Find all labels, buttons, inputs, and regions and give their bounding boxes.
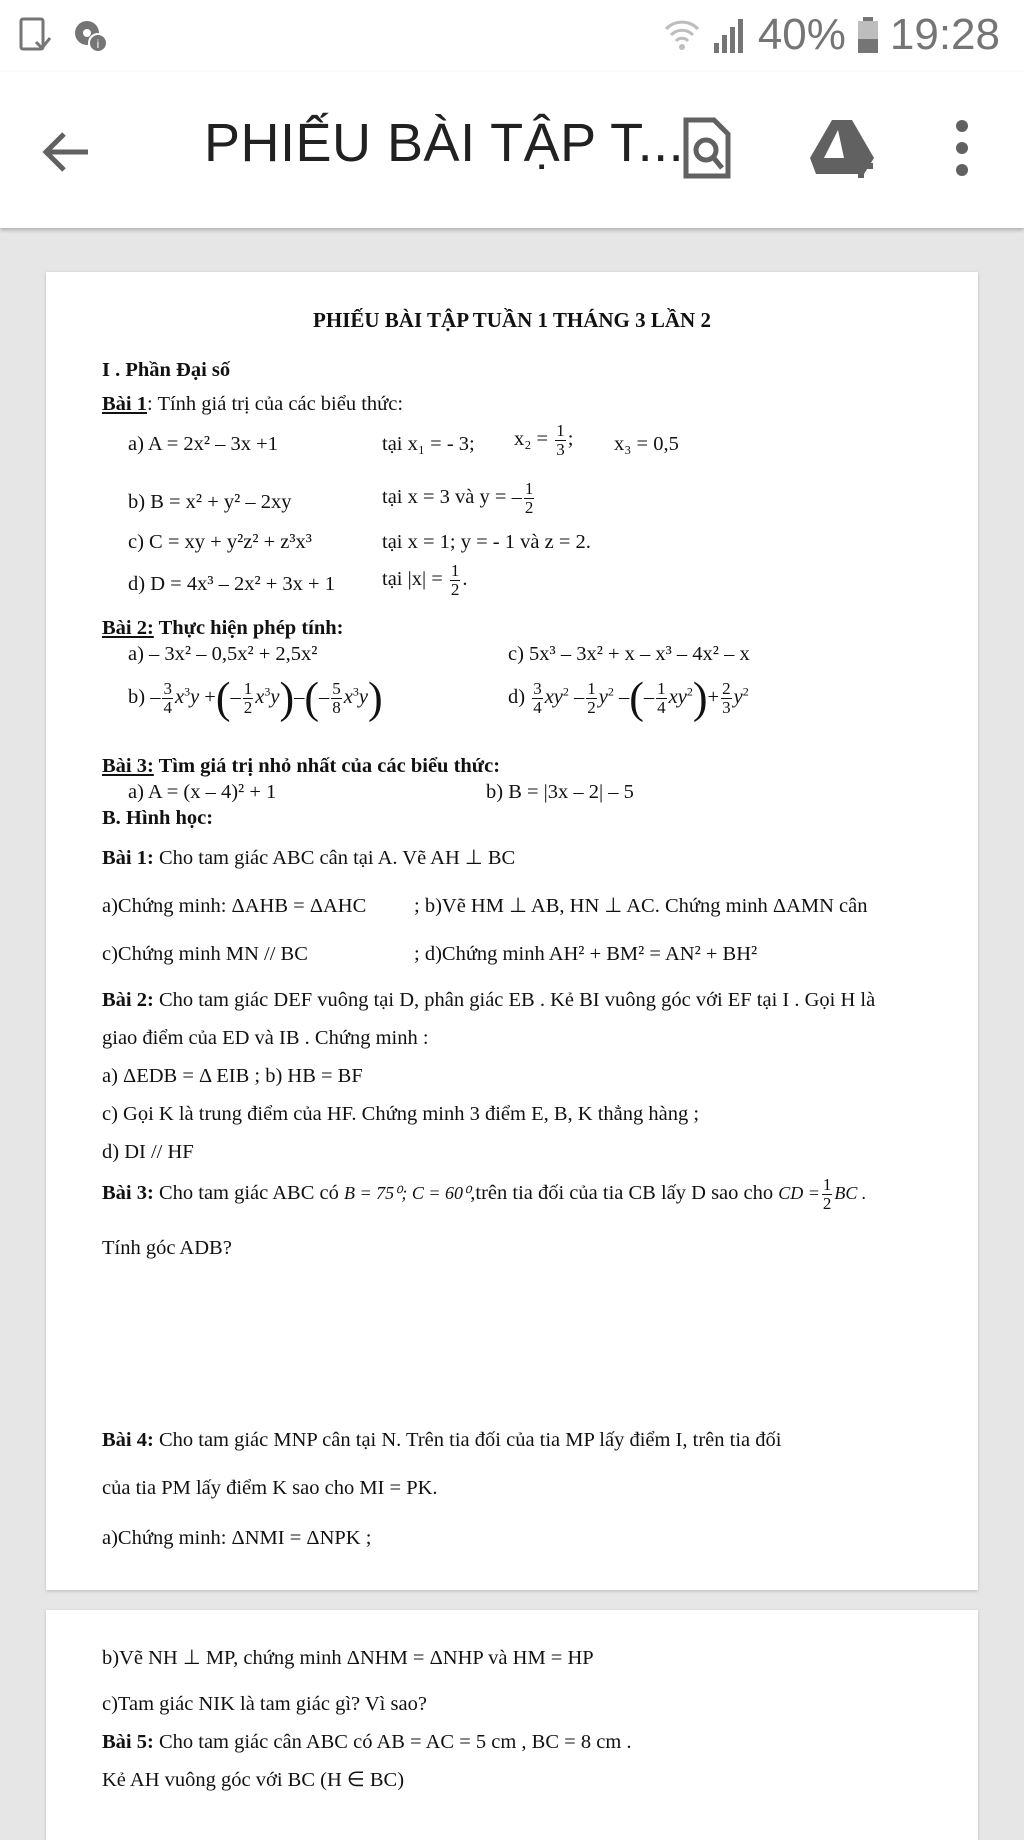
geometry-5-text: Cho tam giác cân ABC có AB = AC = 5 cm , BC = 8 cm .: [153, 1731, 632, 1753]
signal-icon: [712, 15, 748, 55]
problem-2c: c) 5x³ – 3x² + x – x³ – 4x² – x: [508, 643, 750, 665]
more-options-icon[interactable]: [944, 116, 980, 180]
problem-2-text: Thực hiện phép tính:: [153, 617, 344, 639]
geometry-2-label: Bài 2:: [102, 989, 154, 1011]
wifi-icon: [662, 15, 702, 55]
geometry-3-question: Tính góc ADB?: [102, 1237, 232, 1259]
problem-1a-x2: x₂ = $\frac{1}{3}$ ;: [514, 421, 574, 459]
geometry-1-label: Bài 1:: [102, 847, 154, 869]
battery-icon: [856, 15, 880, 55]
geometry-1c: c)Chứng minh MN // BC: [102, 943, 308, 965]
document-page-2[interactable]: [46, 1610, 978, 1840]
problem-2a: a) – 3x² – 0,5x² + 2,5x²: [128, 643, 318, 665]
battery-percent: 40%: [757, 10, 846, 59]
problem-1b-cond-text: tại x = 3 và y = –: [382, 486, 522, 509]
geometry-1d: ; d)Chứng minh AH² + BM² = AN² + BH²: [414, 943, 758, 965]
problem-1c-cond: tại x = 1; y = - 1 và z = 2.: [382, 531, 591, 553]
clock: 19:28: [889, 10, 1000, 59]
save-to-drive-icon[interactable]: [808, 116, 880, 180]
geometry-3-angles: B = 75⁰; C = 60⁰: [344, 1183, 471, 1204]
find-in-page-icon[interactable]: [674, 116, 738, 180]
problem-1b-cond: tại x = 3 và y = – $\frac{1}{2}$: [382, 479, 534, 517]
geometry-2c: c) Gọi K là trung điểm của HF. Chứng minh 3 điểm E, B, K thẳng hàng ;: [102, 1103, 700, 1125]
geometry-1a: a)Chứng minh: ΔAHB = ΔAHC: [102, 895, 367, 917]
problem-1d-cond-text: tại |x| =: [382, 568, 443, 591]
problem-3a: a) A = (x – 4)² + 1: [128, 781, 277, 803]
document-title: PHIẾU BÀI TẬP T...: [204, 113, 685, 173]
problem-1d-expr: d) D = 4x³ – 2x² + 3x + 1: [128, 573, 335, 595]
problem-2d: d) $\frac{3}{4}$ $xy^2$ – $\frac{1}{2}$ $y^2$ –(– $\frac{1}{4}$ $xy^2)+$ $\frac{2}{3}$ $y^2$: [508, 673, 749, 723]
geometry-4: [102, 1428, 781, 1452]
geometry-1-text: Cho tam giác ABC cân tại A. Vẽ AH ⊥ BC: [153, 847, 516, 869]
settings-notification-icon: [70, 16, 108, 54]
document-page-1[interactable]: [46, 272, 978, 1590]
geometry-2-text: Cho tam giác DEF vuông tại D, phân giác EB . Kẻ BI vuông góc với EF tại I . Gọi H là: [153, 989, 876, 1011]
problem-1-heading: [102, 392, 403, 416]
problem-3-label: Bài 3:: [102, 755, 154, 777]
geometry-5: [102, 1730, 632, 1754]
geometry-5-text2: Kẻ AH vuông góc với BC (H ∈ BC): [102, 1769, 405, 1791]
problem-1-text: : Tính giá trị của các biểu thức:: [147, 393, 404, 415]
geometry-1: [102, 846, 515, 870]
geometry-2a: a) ΔEDB = Δ EIB ; b) HB = BF: [102, 1065, 363, 1087]
worksheet-title: PHIẾU BÀI TẬP TUẦN 1 THÁNG 3 LẦN 2: [313, 308, 711, 332]
geometry-4-text: Cho tam giác MNP cân tại N. Trên tia đối của tia MP lấy điểm I, trên tia đối: [153, 1429, 782, 1451]
status-bar: [0, 0, 1024, 72]
problem-2d-label: d): [508, 686, 526, 709]
geometry-4c: c)Tam giác NIK là tam giác gì? Vì sao?: [102, 1693, 427, 1715]
section-geometry: B. Hình học:: [102, 807, 214, 829]
problem-1b-expr: b) B = x² + y² – 2xy: [128, 491, 292, 513]
problem-2-heading: [102, 616, 343, 640]
screenshot-notification-icon: [18, 16, 52, 54]
problem-3-text: Tìm giá trị nhỏ nhất của các biểu thức:: [153, 755, 501, 777]
problem-1c-expr: c) C = xy + y²z² + z³x³: [128, 531, 312, 553]
problem-3b: b) B = |3x – 2| – 5: [486, 781, 634, 803]
problem-1a-x3: x₃ = 0,5: [614, 433, 679, 455]
problem-2b: b) – $\frac{3}{4}$ $x^3y$ +(– $\frac{1}{2}$ $x^3y)-(-$ $\frac{5}{8}$ $x^3y$): [128, 673, 383, 723]
geometry-5-label: Bài 5:: [102, 1731, 154, 1753]
geometry-2: [102, 988, 875, 1012]
geometry-4-text2: của tia PM lấy điểm K sao cho MI = PK.: [102, 1477, 438, 1499]
geometry-4a: a)Chứng minh: ΔNMI = ΔNPK ;: [102, 1527, 372, 1549]
geometry-4-label: Bài 4:: [102, 1429, 154, 1451]
problem-1d-cond: tại |x| = $\frac{1}{2}$ .: [382, 561, 468, 599]
geometry-1b: ; b)Vẽ HM ⊥ AB, HN ⊥ AC. Chứng minh ΔAMN cân: [414, 895, 868, 917]
geometry-3-bc: BC .: [834, 1183, 867, 1204]
problem-1a-expr: a) A = 2x² – 3x +1: [128, 433, 278, 455]
geometry-3: Bài 3: Cho tam giác ABC có B = 75⁰; C = 60⁰,trên tia đối của tia CB lấy D sao cho CD = $\frac{1}{2}$ BC .: [102, 1175, 867, 1213]
geometry-3-text: Cho tam giác ABC có: [153, 1182, 345, 1205]
back-arrow-icon[interactable]: [38, 124, 94, 180]
geometry-4b: b)Vẽ NH ⊥ MP, chứng minh ΔNHM = ΔNHP và HM = HP: [102, 1647, 594, 1669]
app-bar: [0, 72, 1024, 228]
problem-2b-label: b): [128, 686, 146, 709]
problem-1a-cond: tại x₁ = - 3;: [382, 433, 475, 455]
section-algebra: I . Phần Đại số: [102, 359, 231, 381]
geometry-3-text2: ,trên tia đối của tia CB lấy D sao cho: [470, 1182, 779, 1205]
problem-1-label: Bài 1: [102, 393, 147, 415]
problem-3-heading: [102, 754, 500, 778]
geometry-3-cd: CD =: [778, 1183, 820, 1204]
geometry-3-label: Bài 3:: [102, 1182, 154, 1205]
x2-label: x₂ =: [514, 428, 549, 451]
geometry-2-text2: giao điểm của ED và IB . Chứng minh :: [102, 1027, 429, 1049]
problem-2-label: Bài 2:: [102, 617, 154, 639]
geometry-2d: d) DI // HF: [102, 1141, 194, 1163]
svg-text:i: i: [96, 37, 100, 51]
